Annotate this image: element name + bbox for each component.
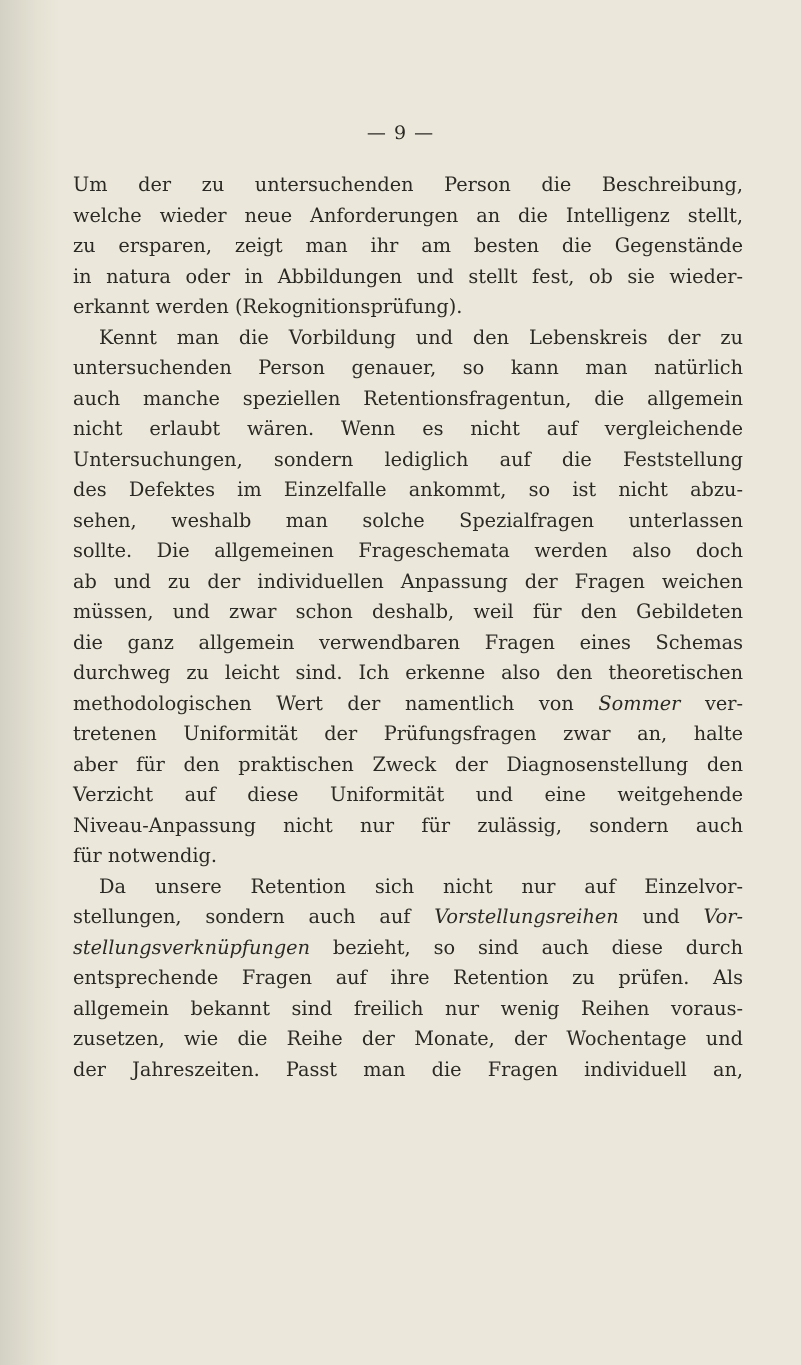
text-line: Untersuchungen, sondern lediglich auf die Feststellung bbox=[73, 447, 743, 471]
text-line: Um der zu untersuchenden Person die Beschreibung, bbox=[73, 173, 743, 196]
text-line: die ganz allgemein verwendbaren Fragen eines Schemas bbox=[73, 630, 743, 654]
italic-term: Vor- bbox=[703, 905, 744, 928]
text-line: erkannt werden (Rekognitionsprüfung). bbox=[73, 295, 463, 318]
text-line: nicht erlaubt wären. Wenn es nicht auf vergleichende bbox=[73, 417, 743, 440]
text-line: untersuchenden Person genauer, so kann man natürlich bbox=[73, 356, 743, 379]
text-line: der Jahreszeiten. Passt man die Fragen individuell an, bbox=[73, 1057, 743, 1081]
italic-term: Vorstellungsreihen bbox=[434, 905, 619, 928]
body-text bbox=[73, 170, 743, 1085]
text-line: Kennt man die Vorbildung und den Lebenskreis der zu bbox=[99, 325, 743, 349]
text-segment: und bbox=[618, 905, 704, 928]
text-line: ab und zu der individuellen Anpassung der Fragen weichen bbox=[73, 569, 743, 593]
text-line: Da unsere Retention sich nicht nur auf Einzelvor- bbox=[99, 874, 743, 898]
text-line: auch manche speziellen Retentionsfragentun, die allgemein bbox=[73, 386, 743, 410]
italic-term: stellungsverknüpfungen bbox=[73, 935, 310, 959]
text-line: tretenen Uniformität der Prüfungsfragen zwar an, halte bbox=[73, 722, 743, 745]
page-gutter-shadow bbox=[0, 0, 60, 1365]
text-segment: bezieht, so sind auch diese durch bbox=[310, 935, 743, 959]
text-line: des Defektes im Einzelfalle ankommt, so ist nicht abzu- bbox=[73, 478, 743, 501]
italic-name: Sommer bbox=[598, 691, 681, 715]
page-number: — 9 — bbox=[366, 122, 435, 144]
text-line: allgemein bekannt sind freilich nur wenig Reihen voraus- bbox=[73, 996, 743, 1020]
text-line: müssen, und zwar schon deshalb, weil für den Gebildeten bbox=[73, 600, 743, 623]
text-segment: methodologischen Wert der namentlich von bbox=[73, 691, 599, 715]
text-line: durchweg zu leicht sind. Ich erkenne also den theoretischen bbox=[73, 661, 743, 684]
text-line: zusetzen, wie die Reihe der Monate, der Wochentage und bbox=[73, 1027, 743, 1050]
text-line: aber für den praktischen Zweck der Diagnosenstellung den bbox=[73, 752, 743, 776]
text-line: für notwendig. bbox=[73, 844, 217, 867]
text-line-with-italics bbox=[73, 902, 743, 933]
text-line: sollte. Die allgemeinen Frageschemata werden also doch bbox=[73, 539, 743, 562]
text-line: in natura oder in Abbildungen und stellt fest, ob sie wieder- bbox=[73, 264, 743, 288]
text-line: zu ersparen, zeigt man ihr am besten die Gegenstände bbox=[73, 234, 743, 257]
text-line: Niveau-Anpassung nicht nur für zulässig, sondern auch bbox=[73, 813, 743, 837]
text-segment: stellungen, sondern auch auf bbox=[73, 905, 435, 928]
text-line-with-name bbox=[73, 689, 743, 720]
text-line-with-italics bbox=[73, 933, 743, 964]
text-segment: ver- bbox=[680, 691, 744, 715]
text-line: sehen, weshalb man solche Spezialfragen unterlassen bbox=[73, 508, 743, 532]
text-line: welche wieder neue Anforderungen an die Intelligenz stellt, bbox=[73, 203, 743, 227]
text-line: Verzicht auf diese Uniformität und eine weitgehende bbox=[73, 783, 743, 806]
text-line: entsprechende Fragen auf ihre Retention zu prüfen. Als bbox=[73, 966, 743, 989]
